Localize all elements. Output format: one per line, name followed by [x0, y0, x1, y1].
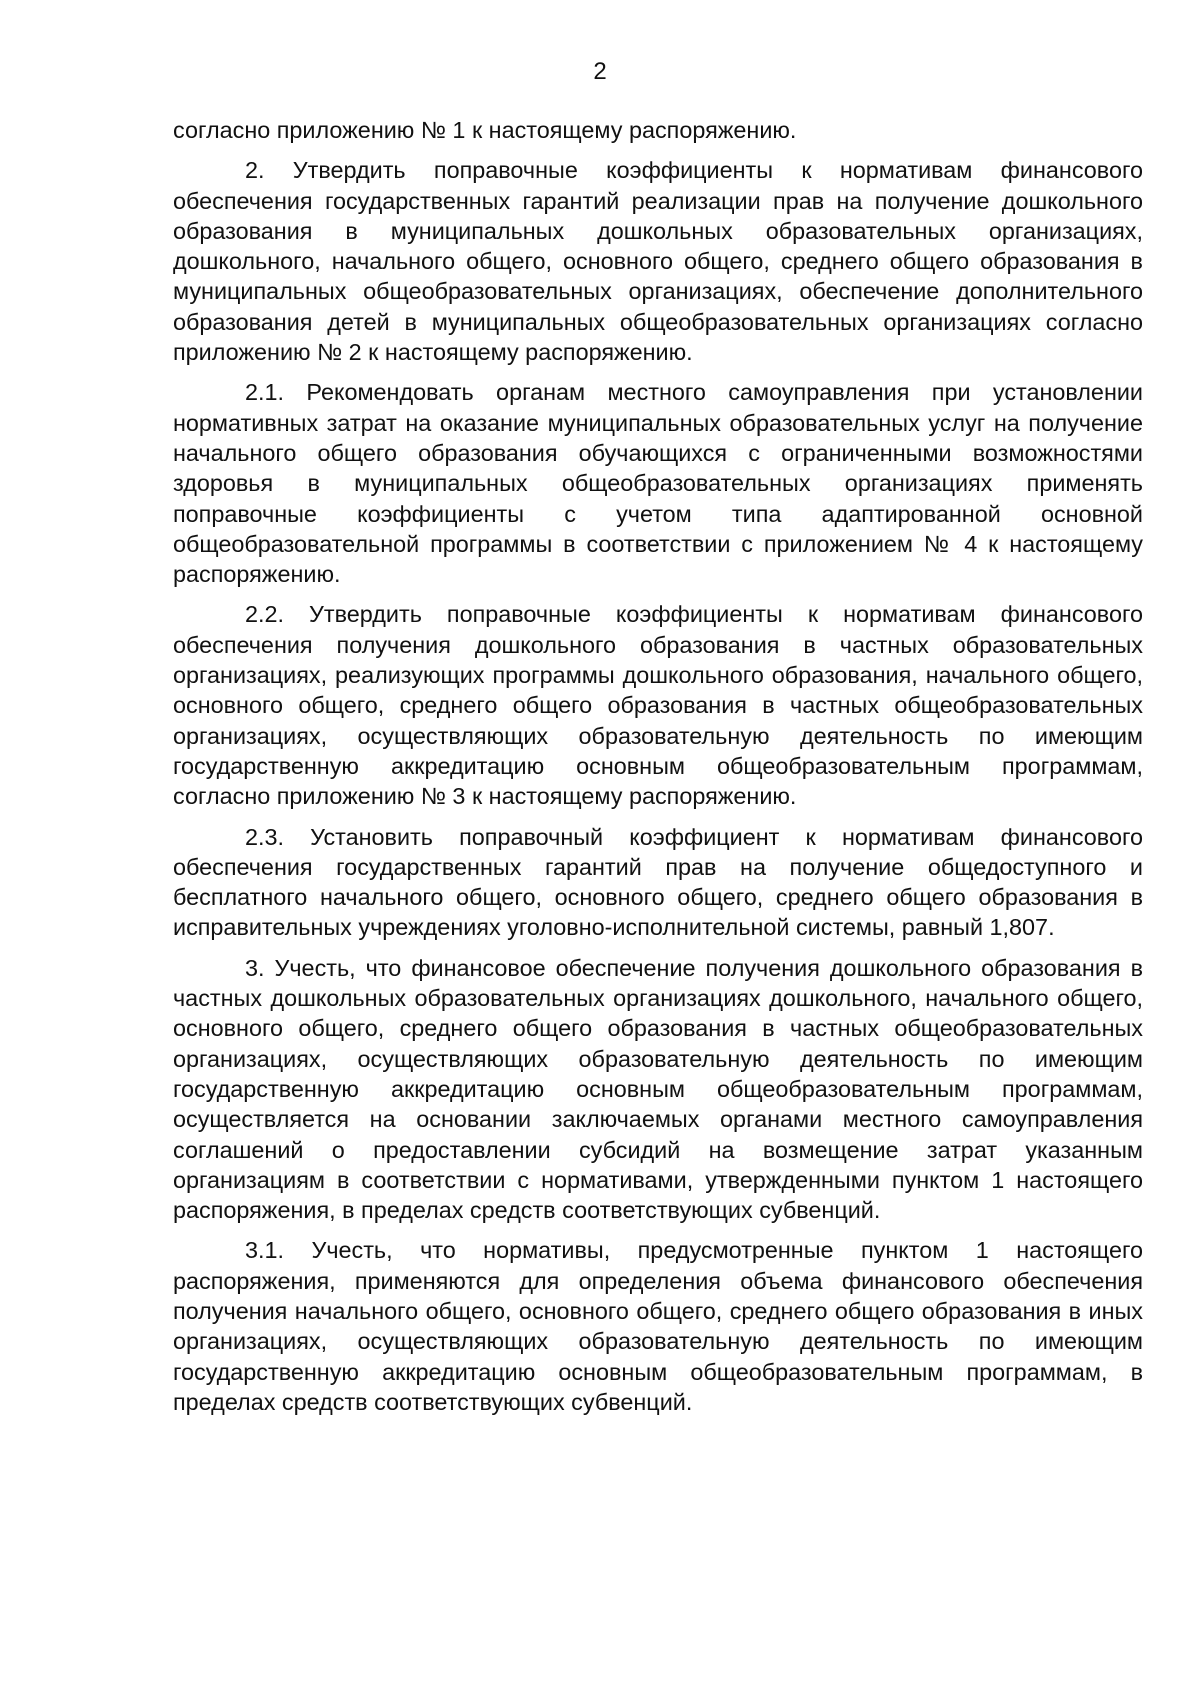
paragraph-2: 2. Утвердить поправочные коэффициенты к нормативам финансового обеспечения государственных гарантий реализации прав на получение дошкольного образования в муниципальных дошкольных образовательных организациях, дошкольного, начального общего, основного общего, среднего общего образования в муниципальных общеобразовательных организациях, обеспечение дополнительного образования детей в муниципальных общеобразовательных организациях согласно приложению № 2 к настоящему распоряжению.	[173, 157, 1143, 366]
paragraph-3-1: 3.1. Учесть, что нормативы, предусмотренные пунктом 1 настоящего распоряжения, применяются для определения объема финансового обеспечения получения начального общего, основного общего, среднего общего образования в иных организациях, осуществляющих образовательную деятельность по имеющим государственную аккредитацию основным общеобразовательным программам, в пределах средств соответствующих субвенций.	[173, 1237, 1143, 1415]
document-body	[173, 115, 1143, 1427]
page-number: 2	[593, 58, 607, 85]
paragraph-2-1: 2.1. Рекомендовать органам местного самоуправления при установлении нормативных затрат на оказание муниципальных образовательных услуг на получение начального общего образования обучающихся с ограниченными возможностями здоровья в муниципальных общеобразовательных организациях применять поправочные коэффициенты с учетом типа адаптированной основной общеобразовательной программы в соответствии с приложением № 4 к настоящему распоряжению.	[173, 379, 1143, 588]
paragraph-3: 3. Учесть, что финансовое обеспечение получения дошкольного образования в частных дошкольных образовательных организациях дошкольного, начального общего, основного общего, среднего общего образования в частных общеобразовательных организациях, осуществляющих образовательную деятельность по имеющим государственную аккредитацию основным общеобразовательным программам, осуществляется на основании заключаемых органами местного самоуправления соглашений о предоставлении субсидий на возмещение затрат указанным организациям в соответствии с нормативами, утвержденными пунктом 1 настоящего распоряжения, в пределах средств соответствующих субвенций.	[173, 954, 1143, 1224]
paragraph-2-3: 2.3. Установить поправочный коэффициент к нормативам финансового обеспечения государственных гарантий прав на получение общедоступного и бесплатного начального общего, основного общего, среднего общего образования в исправительных учреждениях уголовно-исполнительной системы, равный 1,807.	[173, 823, 1143, 941]
paragraph-continuation: согласно приложению № 1 к настоящему распоряжению.	[173, 117, 797, 143]
paragraph-2-2: 2.2. Утвердить поправочные коэффициенты к нормативам финансового обеспечения получения дошкольного образования в частных образовательных организациях, реализующих программы дошкольного образования, начального общего, основного общего, среднего общего образования в частных общеобразовательных организациях, осуществляющих образовательную деятельность по имеющим государственную аккредитацию основным общеобразовательным программам, согласно приложению № 3 к настоящему распоряжению.	[173, 601, 1143, 810]
